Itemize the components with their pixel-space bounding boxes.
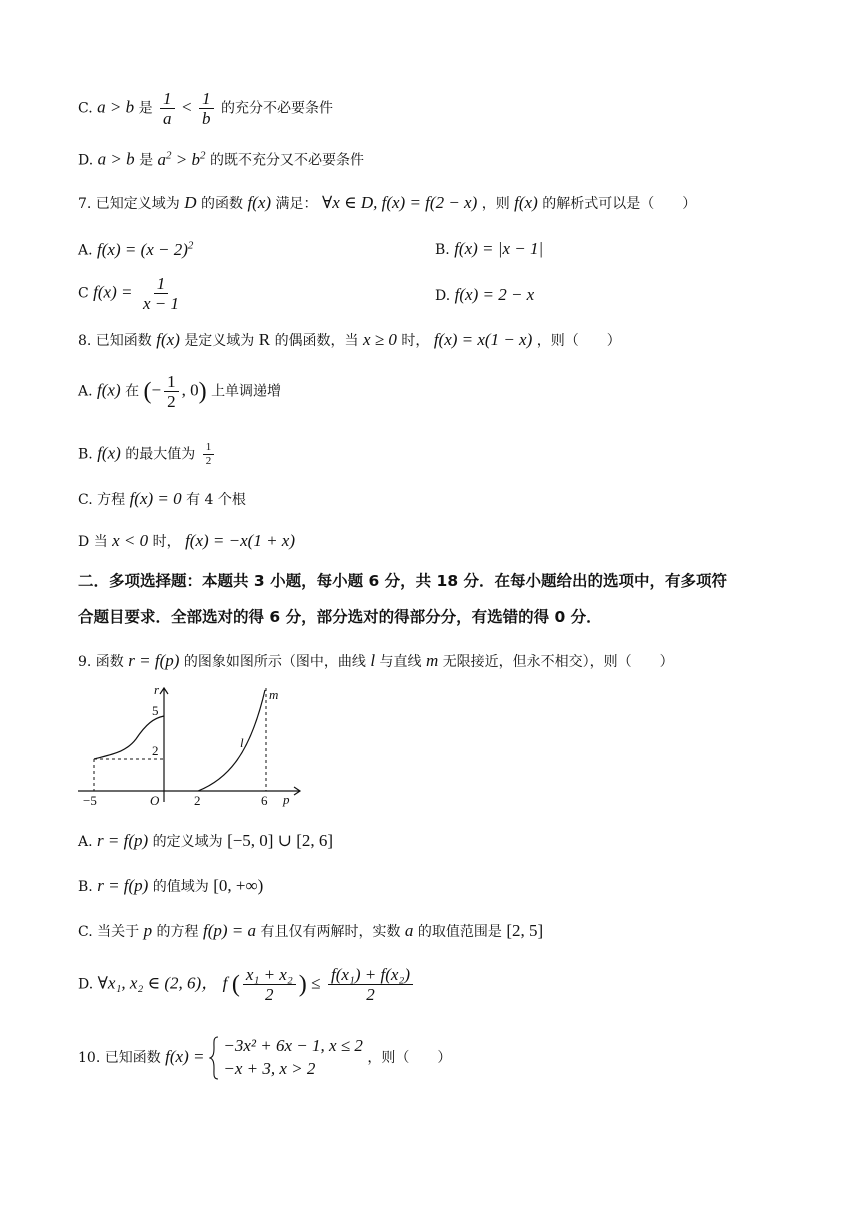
option-label: B. bbox=[78, 446, 93, 463]
denominator: x − 1 bbox=[142, 294, 179, 313]
q6-option-c bbox=[78, 90, 333, 127]
text: 有 4 个根 bbox=[186, 492, 246, 508]
q8-option-d bbox=[78, 532, 295, 549]
option-label: C. 方程 bbox=[78, 492, 126, 508]
math-op: − bbox=[151, 380, 162, 400]
case-2: −x + 3, x > 2 bbox=[223, 1058, 316, 1078]
q9-option-c bbox=[78, 922, 543, 939]
tick-2-x: 2 bbox=[194, 793, 201, 808]
numerator: 1 bbox=[203, 442, 215, 455]
text: 有且仅有两解时，实数 bbox=[260, 924, 401, 940]
text: 的定义域为 bbox=[152, 834, 223, 850]
math-expr: $f(x) = (x - 2)^2$ bbox=[97, 239, 194, 259]
section-heading-line1: 二．多项选择题：本题共 3 小题，每小题 6 分，共 18 分．在每小题给出的选项中，有多项符 bbox=[78, 572, 728, 590]
text: 9. 函数 bbox=[78, 654, 124, 670]
text: ，则（ ） bbox=[536, 333, 621, 349]
math-expr: f(x) bbox=[97, 380, 121, 400]
option-label: B. bbox=[78, 879, 93, 895]
section-heading-line2: 合题目要求．全部选对的得 6 分，部分选对的得部分分，有选错的得 0 分． bbox=[78, 608, 602, 626]
math-set: [0, +∞) bbox=[213, 876, 264, 895]
option-label: D bbox=[78, 534, 90, 550]
denominator: b bbox=[202, 109, 211, 128]
tick-neg5: −5 bbox=[83, 793, 97, 808]
option-label: B. bbox=[435, 242, 450, 258]
q9-option-d bbox=[78, 966, 416, 1003]
denominator: a bbox=[163, 109, 172, 128]
option-label: A. bbox=[78, 834, 93, 850]
math-expr: f(x) bbox=[97, 443, 121, 463]
text: 在 bbox=[125, 383, 140, 400]
math-var: a bbox=[404, 921, 414, 940]
q6-option-d bbox=[78, 150, 364, 168]
option-label: C. 当关于 bbox=[78, 924, 140, 940]
tick-2-y: 2 bbox=[152, 743, 159, 758]
math-expr: f(x) = |x − 1| bbox=[454, 239, 544, 258]
option-label: A. bbox=[78, 383, 93, 400]
numerator: f(x₁) + f(x₂) bbox=[328, 966, 413, 985]
text: 的解析式可以是（ ） bbox=[542, 196, 697, 212]
tick-6: 6 bbox=[261, 793, 268, 808]
brace-icon bbox=[209, 1036, 219, 1080]
denominator: 2 bbox=[205, 455, 212, 467]
text: 的既不充分又不必要条件 bbox=[209, 152, 364, 169]
text: 当 bbox=[93, 534, 108, 550]
numerator: x₁ + x₂ bbox=[243, 966, 296, 985]
math-set: [−5, 0] ∪ [2, 6] bbox=[227, 831, 334, 850]
text: 时， bbox=[152, 534, 181, 550]
math-expr: f(x) = x(1 − x) bbox=[433, 330, 533, 349]
text: 的偶函数，当 bbox=[274, 333, 359, 349]
text: 与直线 bbox=[379, 654, 422, 670]
axis-label-r: r bbox=[154, 684, 160, 697]
q10-stem bbox=[78, 1035, 451, 1081]
q8-option-c bbox=[78, 490, 246, 507]
math-op: < bbox=[181, 97, 192, 117]
label-m: m bbox=[269, 687, 279, 702]
text: 的图象如图所示（图中，曲线 bbox=[183, 654, 366, 670]
q9-graph bbox=[78, 684, 308, 810]
math-var: D bbox=[184, 193, 197, 212]
math-expr: x ≥ 0 bbox=[363, 330, 397, 349]
text: 是 bbox=[139, 152, 154, 169]
text: 7. 已知定义域为 bbox=[78, 196, 180, 212]
text: 的函数 bbox=[201, 196, 243, 212]
math-var: m bbox=[425, 651, 439, 670]
q7-option-c bbox=[78, 275, 185, 312]
math-set: R bbox=[258, 330, 271, 349]
fraction bbox=[140, 275, 182, 312]
curve-l bbox=[198, 690, 265, 791]
math-expr: x < 0 bbox=[112, 531, 149, 550]
math-expr: r = f(p) bbox=[128, 651, 180, 670]
piecewise-cases bbox=[223, 1035, 362, 1081]
text: 8. 已知函数 bbox=[78, 333, 152, 349]
text: 的方程 bbox=[156, 924, 199, 940]
math-expr: a > b bbox=[97, 97, 135, 117]
q9-option-a bbox=[78, 832, 333, 849]
math-expr: f(x) bbox=[247, 193, 272, 212]
math-expr: r = f(p) bbox=[97, 831, 149, 850]
q7-option-b bbox=[435, 240, 543, 257]
math-expr: $a^2 > b^2$ bbox=[157, 149, 206, 169]
text: 是定义域为 bbox=[184, 333, 255, 349]
math-expr: f(x) = 0 bbox=[129, 489, 182, 508]
option-label: C bbox=[78, 285, 89, 302]
math-expr: f(x) bbox=[156, 330, 180, 349]
math-expr: a > b bbox=[97, 149, 135, 169]
fraction bbox=[328, 966, 413, 1003]
left-paren: ( bbox=[231, 971, 240, 998]
text: 时， bbox=[401, 333, 430, 349]
math-expr: f(x) bbox=[514, 193, 538, 212]
numerator: 1 bbox=[160, 90, 175, 109]
text: ，则 bbox=[481, 196, 510, 212]
text: 的最大值为 bbox=[125, 446, 196, 463]
text: 无限接近，但永不相交），则（ ） bbox=[442, 654, 674, 670]
denominator: 2 bbox=[167, 392, 176, 411]
fraction bbox=[199, 90, 214, 127]
numerator: 1 bbox=[154, 275, 169, 294]
fraction bbox=[164, 373, 179, 410]
text: 满足： bbox=[275, 196, 318, 212]
q7-option-d bbox=[435, 286, 534, 303]
right-paren: ) bbox=[198, 378, 207, 405]
text: 的值域为 bbox=[152, 879, 209, 895]
option-label: C. bbox=[78, 100, 93, 117]
option-label: D. bbox=[78, 976, 94, 993]
piecewise-brace bbox=[209, 1036, 219, 1080]
q9-option-b bbox=[78, 877, 263, 894]
tick-5: 5 bbox=[152, 703, 159, 718]
text: 上单调递增 bbox=[211, 383, 282, 400]
q7-stem bbox=[78, 194, 696, 211]
math-expr: ∀x ∈ D, f(x) = f(2 − x) bbox=[321, 193, 478, 212]
q7-option-a bbox=[78, 240, 193, 258]
option-label: D. bbox=[78, 152, 94, 169]
math-expr: f(p) = a bbox=[202, 921, 257, 940]
numerator: 1 bbox=[199, 90, 214, 109]
axis-label-p: p bbox=[283, 792, 290, 807]
math-expr: f(x) = −x(1 + x) bbox=[185, 531, 295, 550]
fraction bbox=[160, 90, 175, 127]
text: 10. 已知函数 bbox=[78, 1049, 161, 1066]
math-set: [2, 5] bbox=[506, 921, 544, 940]
math-var: l bbox=[370, 651, 376, 670]
q8-stem bbox=[78, 331, 621, 348]
math-var: f bbox=[222, 973, 228, 993]
q8-option-a bbox=[78, 373, 281, 410]
option-label: A. bbox=[78, 242, 93, 259]
q8-option-b bbox=[78, 442, 217, 467]
left-paren: ( bbox=[143, 378, 152, 405]
origin-label: O bbox=[150, 793, 160, 808]
text: 的充分不必要条件 bbox=[220, 100, 333, 117]
math-expr: , 0 bbox=[181, 380, 199, 400]
text: ，则（ ） bbox=[367, 1049, 452, 1066]
label-l: l bbox=[240, 735, 244, 750]
text: 的取值范围是 bbox=[417, 924, 502, 940]
math-op: ≤ bbox=[311, 973, 321, 993]
denominator: 2 bbox=[366, 985, 375, 1004]
numerator: 1 bbox=[164, 373, 179, 392]
fraction bbox=[243, 966, 296, 1003]
case-1: −3x² + 6x − 1, x ≤ 2 bbox=[223, 1036, 363, 1055]
denominator: 2 bbox=[265, 985, 274, 1004]
text: 是 bbox=[138, 100, 153, 117]
math-expr: f(x) = 2 − x bbox=[454, 285, 535, 304]
q9-stem bbox=[78, 652, 674, 669]
right-paren: ) bbox=[298, 971, 307, 998]
math-expr: f(x) = bbox=[165, 1046, 205, 1066]
math-expr: ∀x₁, x₂ ∈ (2, 6)， bbox=[97, 973, 219, 993]
option-label: D. bbox=[435, 288, 451, 304]
fraction bbox=[203, 442, 215, 467]
math-expr: f(x) = bbox=[93, 282, 133, 302]
math-var: p bbox=[143, 921, 153, 940]
math-expr: r = f(p) bbox=[97, 876, 149, 895]
